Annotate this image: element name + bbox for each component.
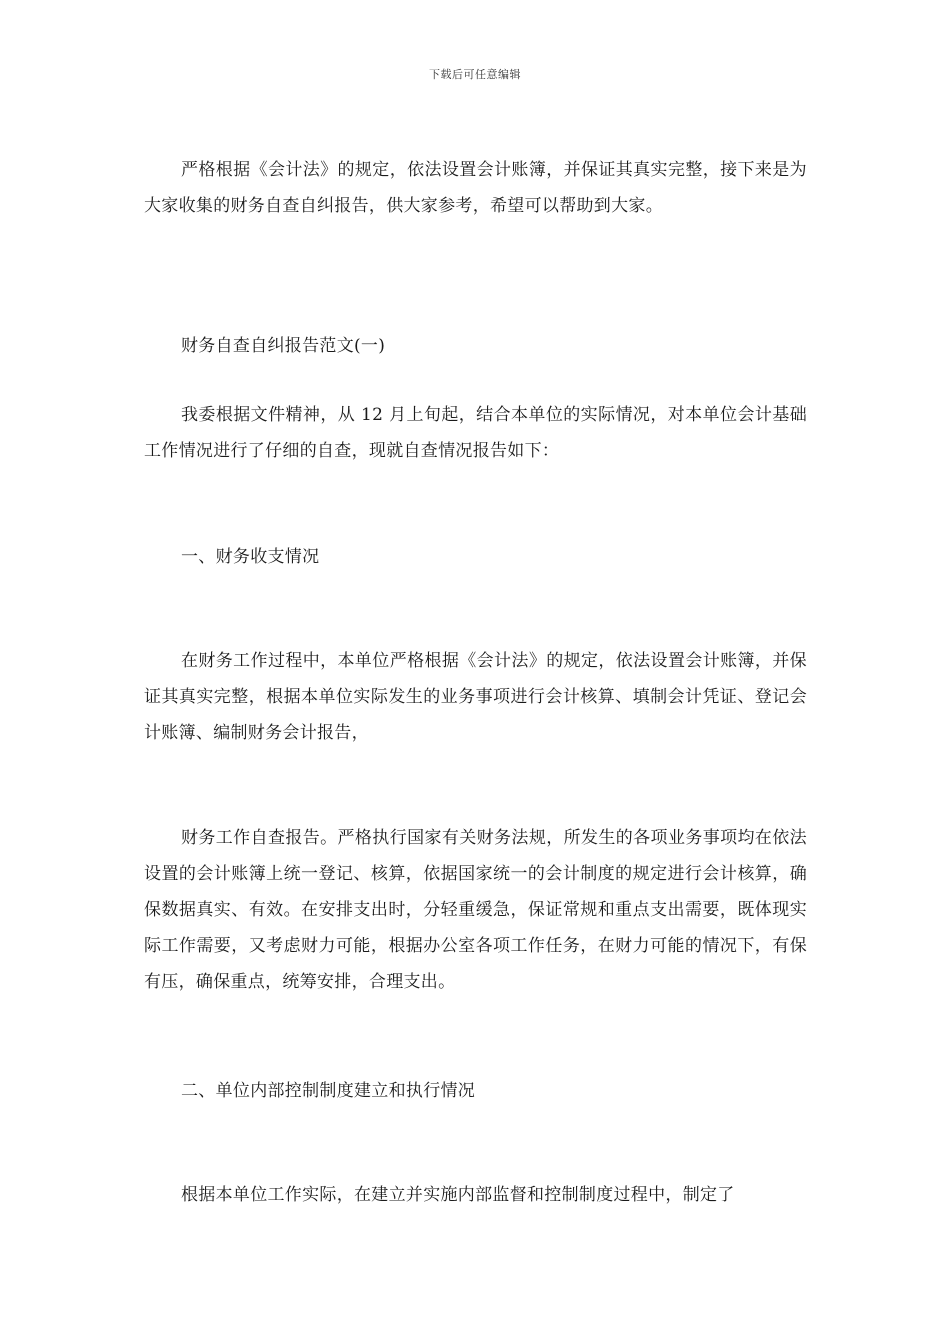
paragraph-self-check-report: 财务工作自查报告。严格执行国家有关财务法规，所发生的各项业务事项均在依法设置的会计账簿上统一登记、核算，依据国家统一的会计制度的规定进行会计核算，确保数据真实、有效。在安排支出时，分轻重缓急，保证常规和重点支出需要，既体现实际工作需要，又考虑财力可能，根据办公室各项工作任务，在财力可能的情况下，有保有压，确保重点，统筹安排，合理支出。 [144, 828, 807, 992]
section-title: 财务自查自纠报告范文(一) [181, 336, 386, 356]
paragraph-internal-control: 根据本单位工作实际，在建立并实施内部监督和控制制度过程中，制定了 [181, 1185, 735, 1205]
heading-financial-income-expenditure: 一、财务收支情况 [181, 547, 320, 567]
opening-paragraph: 我委根据文件精神，从 12 月上旬起，结合本单位的实际情况，对本单位会计基础工作情况进行了仔细的自查，现就自查情况报告如下： [144, 405, 807, 461]
heading-internal-control: 二、单位内部控制制度建立和执行情况 [181, 1081, 476, 1101]
intro-paragraph: 严格根据《会计法》的规定，依法设置会计账簿，并保证其真实完整，接下来是为大家收集的财务自查自纠报告，供大家参考，希望可以帮助到大家。 [144, 160, 807, 216]
page-header: 下载后可任意编辑 [429, 68, 521, 81]
paragraph-accounting-process: 在财务工作过程中，本单位严格根据《会计法》的规定，依法设置会计账簿，并保证其真实完整，根据本单位实际发生的业务事项进行会计核算、填制会计凭证、登记会计账簿、编制财务会计报告， [144, 651, 807, 743]
